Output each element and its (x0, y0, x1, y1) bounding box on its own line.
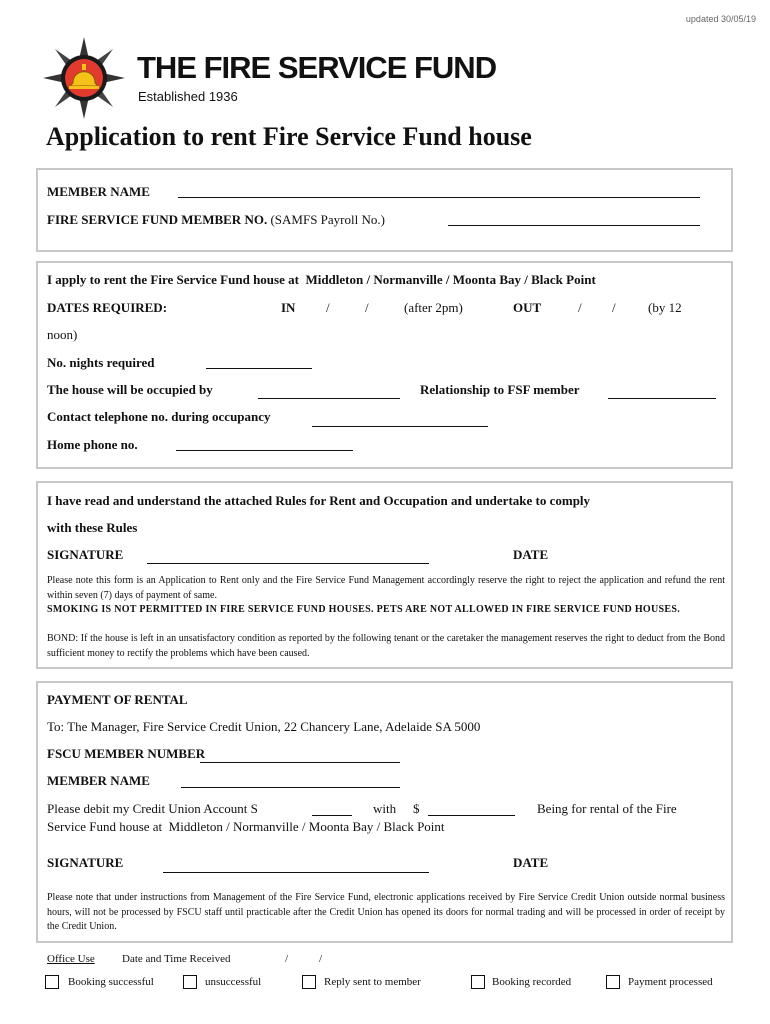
contact-phone-field[interactable] (312, 426, 488, 427)
smoking-note: SMOKING IS NOT PERMITTED IN FIRE SERVICE FUND HOUSES. PETS ARE NOT ALLOWED IN FIRE SERVICE FUND HOUSES. (47, 604, 681, 615)
relationship-label: Relationship to FSF member (420, 382, 580, 397)
service-house-text: Service Fund house at (47, 819, 163, 834)
with-text: with (373, 801, 397, 816)
fscu-member-number-label: FSCU MEMBER NUMBER (47, 746, 206, 761)
in-date-slash[interactable]: / (326, 300, 330, 315)
office-use-label: Office Use (47, 953, 95, 965)
home-phone-label: Home phone no. (47, 437, 138, 452)
payment-member-name-field[interactable] (181, 787, 400, 788)
payment-locations-text: Middleton / Normanville / Moonta Bay / Black Point (168, 819, 445, 834)
payment-member-name-label: MEMBER NAME (47, 773, 150, 788)
member-no-field[interactable] (448, 225, 700, 226)
booking-successful-checkbox[interactable] (45, 975, 59, 989)
processing-note: Please note that under instructions from Management of the Fire Service Fund, electronic applications received by Fire Service Credit Union outside normal business hours, will not be processed by FSCU staff until practicable after the Credit Union has opened its doors for normal trading and will be processed in order of receipt by the Credit Union. (47, 892, 725, 932)
reply-sent-label: Reply sent to member (324, 976, 421, 988)
reply-sent-checkbox[interactable] (302, 975, 316, 989)
occupied-by-field[interactable] (258, 398, 400, 399)
application-note: Please note this form is an Application to Rent only and the Fire Service Fund Management accordingly reserve the right to reject the application and refund the rent within seven (7) days of payment of same. (47, 575, 725, 601)
fscu-member-number-field[interactable] (200, 762, 400, 763)
relationship-field[interactable] (608, 398, 716, 399)
home-phone-field[interactable] (176, 450, 353, 451)
payment-heading: PAYMENT OF RENTAL (47, 692, 188, 707)
unsuccessful-label: unsuccessful (205, 976, 262, 988)
signature-label: SIGNATURE (47, 547, 124, 562)
by-12-text: (by 12 (648, 300, 682, 315)
apply-text: I apply to rent the Fire Service Fund house at (47, 272, 299, 287)
noon-text: noon) (47, 327, 78, 342)
payment-to-text: To: The Manager, Fire Service Credit Union, 22 Chancery Lane, Adelaide SA 5000 (47, 719, 481, 734)
member-no-hint: (SAMFS Payroll No.) (270, 212, 385, 227)
booking-recorded-checkbox[interactable] (471, 975, 485, 989)
payment-processed-label: Payment processed (628, 976, 713, 988)
received-date-slash[interactable]: / (319, 953, 323, 965)
page-title: Application to rent Fire Service Fund house (46, 122, 532, 151)
out-date-slash[interactable]: / (612, 300, 616, 315)
payment-signature-label: SIGNATURE (47, 855, 124, 870)
contact-phone-label: Contact telephone no. during occupancy (47, 409, 271, 424)
in-date-slash[interactable]: / (365, 300, 369, 315)
account-field[interactable] (312, 815, 352, 816)
signature-field[interactable] (147, 563, 429, 564)
being-for-rental-text: Being for rental of the Fire (537, 801, 677, 816)
fire-service-logo (42, 36, 126, 120)
dates-required-label: DATES REQUIRED: (47, 300, 168, 315)
member-name-label: MEMBER NAME (47, 184, 150, 199)
out-label: OUT (513, 300, 542, 315)
established-text: Established 1936 (138, 89, 238, 104)
member-name-field[interactable] (178, 197, 700, 198)
occupied-by-label: The house will be occupied by (47, 382, 213, 397)
after-2pm-text: (after 2pm) (404, 300, 463, 315)
rules-line-1: I have read and understand the attached Rules for Rent and Occupation and undertake to comply (47, 493, 591, 508)
payment-processed-checkbox[interactable] (606, 975, 620, 989)
date-label: DATE (513, 547, 549, 562)
bond-note: BOND: If the house is left in an unsatisfactory condition as reported by the following tenant or the caretaker the management reserves the right to deduct from the Bond sufficient money to rectify the problems which have been caused. (47, 633, 725, 659)
in-label: IN (281, 300, 296, 315)
amount-field[interactable] (428, 815, 515, 816)
booking-successful-label: Booking successful (68, 976, 154, 988)
org-name: THE FIRE SERVICE FUND (137, 50, 497, 85)
received-date-slash[interactable]: / (285, 953, 289, 965)
dollar-sign: $ (413, 801, 420, 816)
date-time-received-label: Date and Time Received (122, 953, 231, 965)
unsuccessful-checkbox[interactable] (183, 975, 197, 989)
rules-line-2: with these Rules (47, 520, 138, 535)
payment-signature-field[interactable] (163, 872, 429, 873)
updated-date: updated 30/05/19 (685, 14, 756, 24)
booking-recorded-label: Booking recorded (492, 976, 572, 988)
member-no-label: FIRE SERVICE FUND MEMBER NO. (47, 212, 268, 227)
locations-text: Middleton / Normanville / Moonta Bay / Black Point (305, 272, 596, 287)
member-section (36, 168, 733, 252)
out-date-slash[interactable]: / (578, 300, 582, 315)
nights-field[interactable] (206, 368, 312, 369)
nights-label: No. nights required (47, 355, 155, 370)
payment-date-label: DATE (513, 855, 549, 870)
debit-text: Please debit my Credit Union Account S (47, 801, 258, 816)
